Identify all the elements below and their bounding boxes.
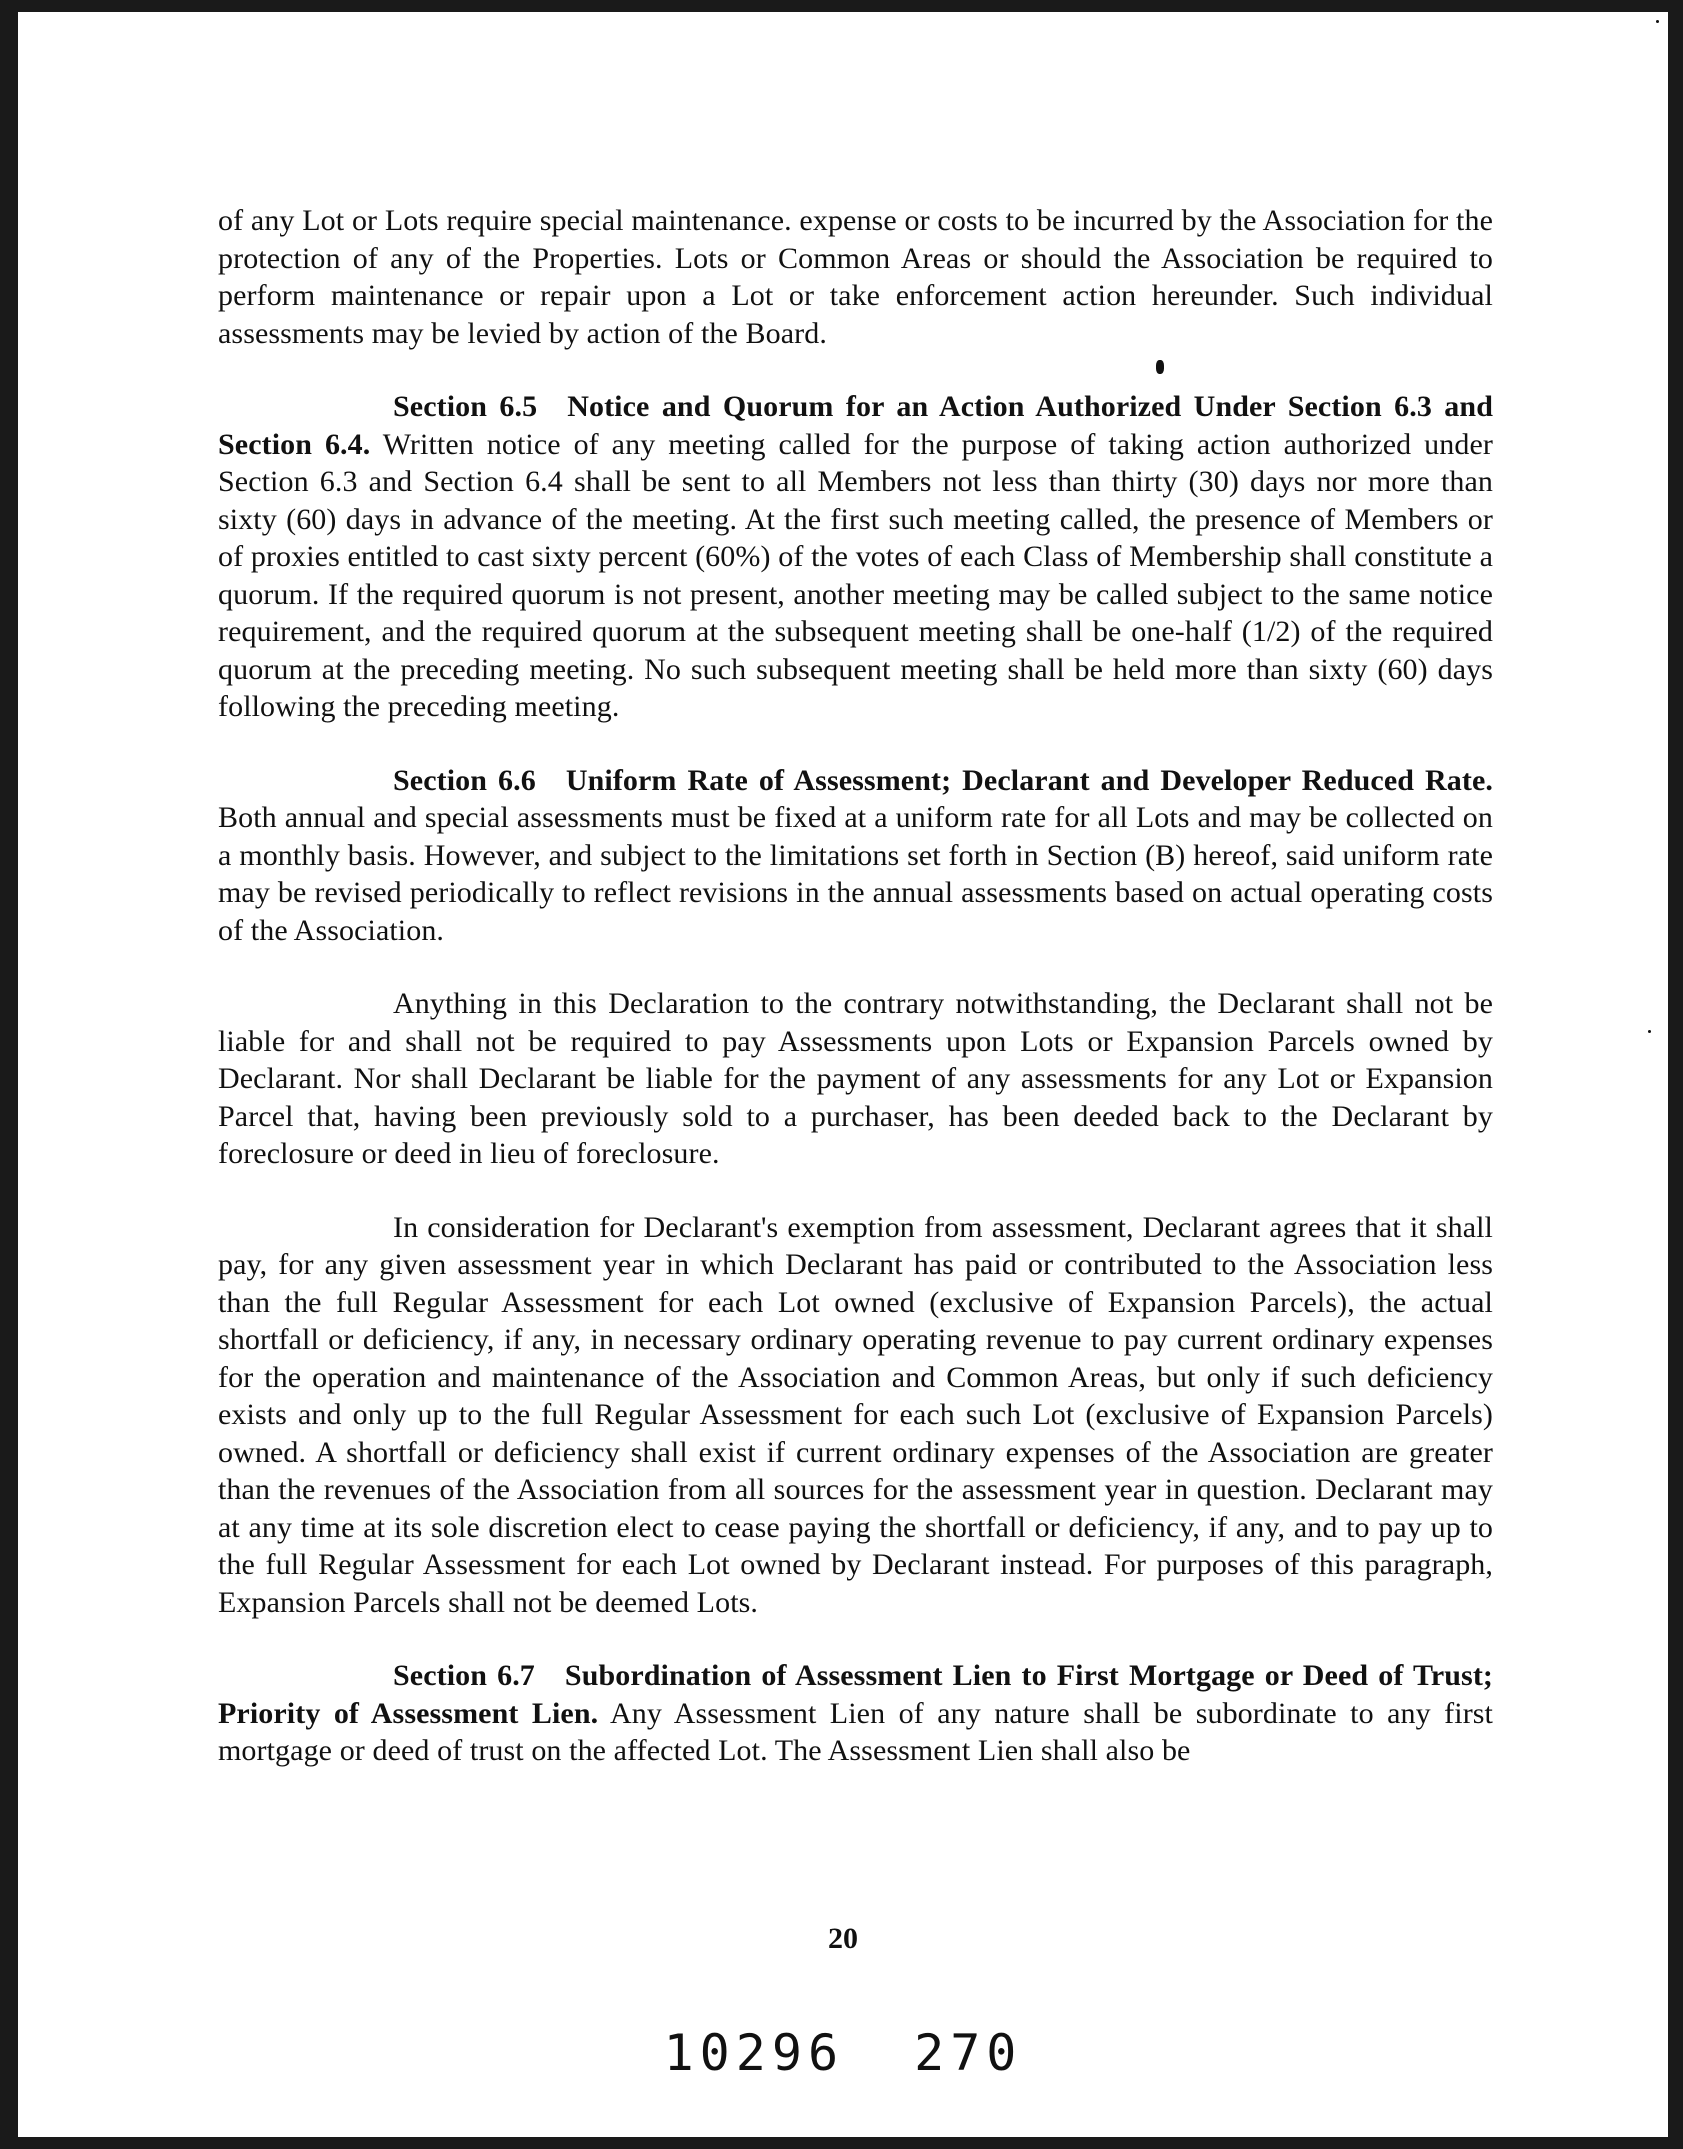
recording-book: 10296 [663,2024,845,2082]
section-text: Written notice of any meeting called for the purpose of taking action authorized under Section 6.3 and Section 6.4 shall be sent to all Members not less than thirty (30) days nor more than sixty (60) days in advance of the meeting. At the first such meeting called, the presence of Members or of proxies entitled to cast sixty percent (60%) of the votes of each Class of Membership shall constitute a quorum. If the required quorum is not present, another meeting may be called subject to the same notice requirement, and the required quorum at the subsequent meeting shall be one-half (1/2) of the required quorum at the preceding meeting. No such subsequent meeting shall be held more than sixty (60) days following the preceding meeting. [218,427,1493,723]
document-page [18,12,1668,2137]
document-body [218,202,1493,1806]
recording-stamp [18,2024,1668,2082]
section-text: Both annual and special assessments must be fixed at a uniform rate for all Lots and may be collected on a monthly basis. However, and subject to the limitations set forth in Section (B) hereof, said uniform rate may be revised periodically to reflect revisions in the annual assessments based on actual operating costs of the Association. [218,801,1493,947]
section-6-6 [218,762,1493,950]
section-title: Uniform Rate of Assessment; Declarant and Developer Reduced Rate. [565,763,1493,797]
paragraph-declarant-consideration [218,1209,1493,1622]
paragraph-continuation [218,202,1493,352]
section-6-5 [218,388,1493,726]
section-title: Subordination of Assessment Lien to First Mortgage or Deed of Trust; Priority of Assessment Lien. [218,1659,1493,1730]
section-6-7 [218,1657,1493,1770]
section-text: Any Assessment Lien of any nature shall be subordinate to any first mortgage or deed of trust on the affected Lot. The Assessment Lien shall also be [218,1696,1493,1767]
section-number: Section 6.6 [393,763,536,797]
recording-page: 270 [914,2024,1023,2082]
section-title: Notice and Quorum for an Action Authorized Under Section 6.3 and Section 6.4. [218,390,1493,461]
paragraph-text: of any Lot or Lots require special maintenance. expense or costs to be incurred by the Association for the protection of any of the Properties. Lots or Common Areas or should the Association be required to perform maintenance or repair upon a Lot or take enforcement action hereunder. Such individual assessments may be levied by action of the Board. [218,204,1493,350]
paragraph-declarant-exemption [218,985,1493,1173]
page-number: 20 [828,1922,858,1955]
scan-speck [1656,20,1659,23]
section-number: Section 6.5 [393,390,538,423]
paragraph-text: In consideration for Declarant's exemption from assessment, Declarant agrees that it shall pay, for any given assessment year in which Declarant has paid or contributed to the Association less than the full Regular Assessment for each Lot owned (exclusive of Expansion Parcels), the actual shortfall or deficiency, if any, in necessary ordinary operating revenue to pay current ordinary expenses for the operation and maintenance of the Association and Common Areas, but only if such deficiency exists and only up to the full Regular Assessment for each such Lot (exclusive of Expansion Parcels) owned. A shortfall or deficiency shall exist if current ordinary expenses of the Association are greater than the revenues of the Association from all sources for the assessment year in question. Declarant may at any time at its sole discretion elect to cease paying the shortfall or deficiency, if any, and to pay up to the full Regular Assessment for each Lot owned by Declarant instead. For purposes of this paragraph, Expansion Parcels shall not be deemed Lots. [218,1210,1493,1619]
paragraph-text: Anything in this Declaration to the contrary notwithstanding, the Declarant shall not be liable for and shall not be required to pay Assessments upon Lots or Expansion Parcels owned by Declarant. Nor shall Declarant be liable for the payment of any assessments for any Lot or Expansion Parcel that, having been previously sold to a purchaser, has been deeded back to the Declarant by foreclosure or deed in lieu of foreclosure. [218,987,1493,1170]
section-number: Section 6.7 [393,1659,535,1692]
scan-speck [1648,1030,1651,1033]
